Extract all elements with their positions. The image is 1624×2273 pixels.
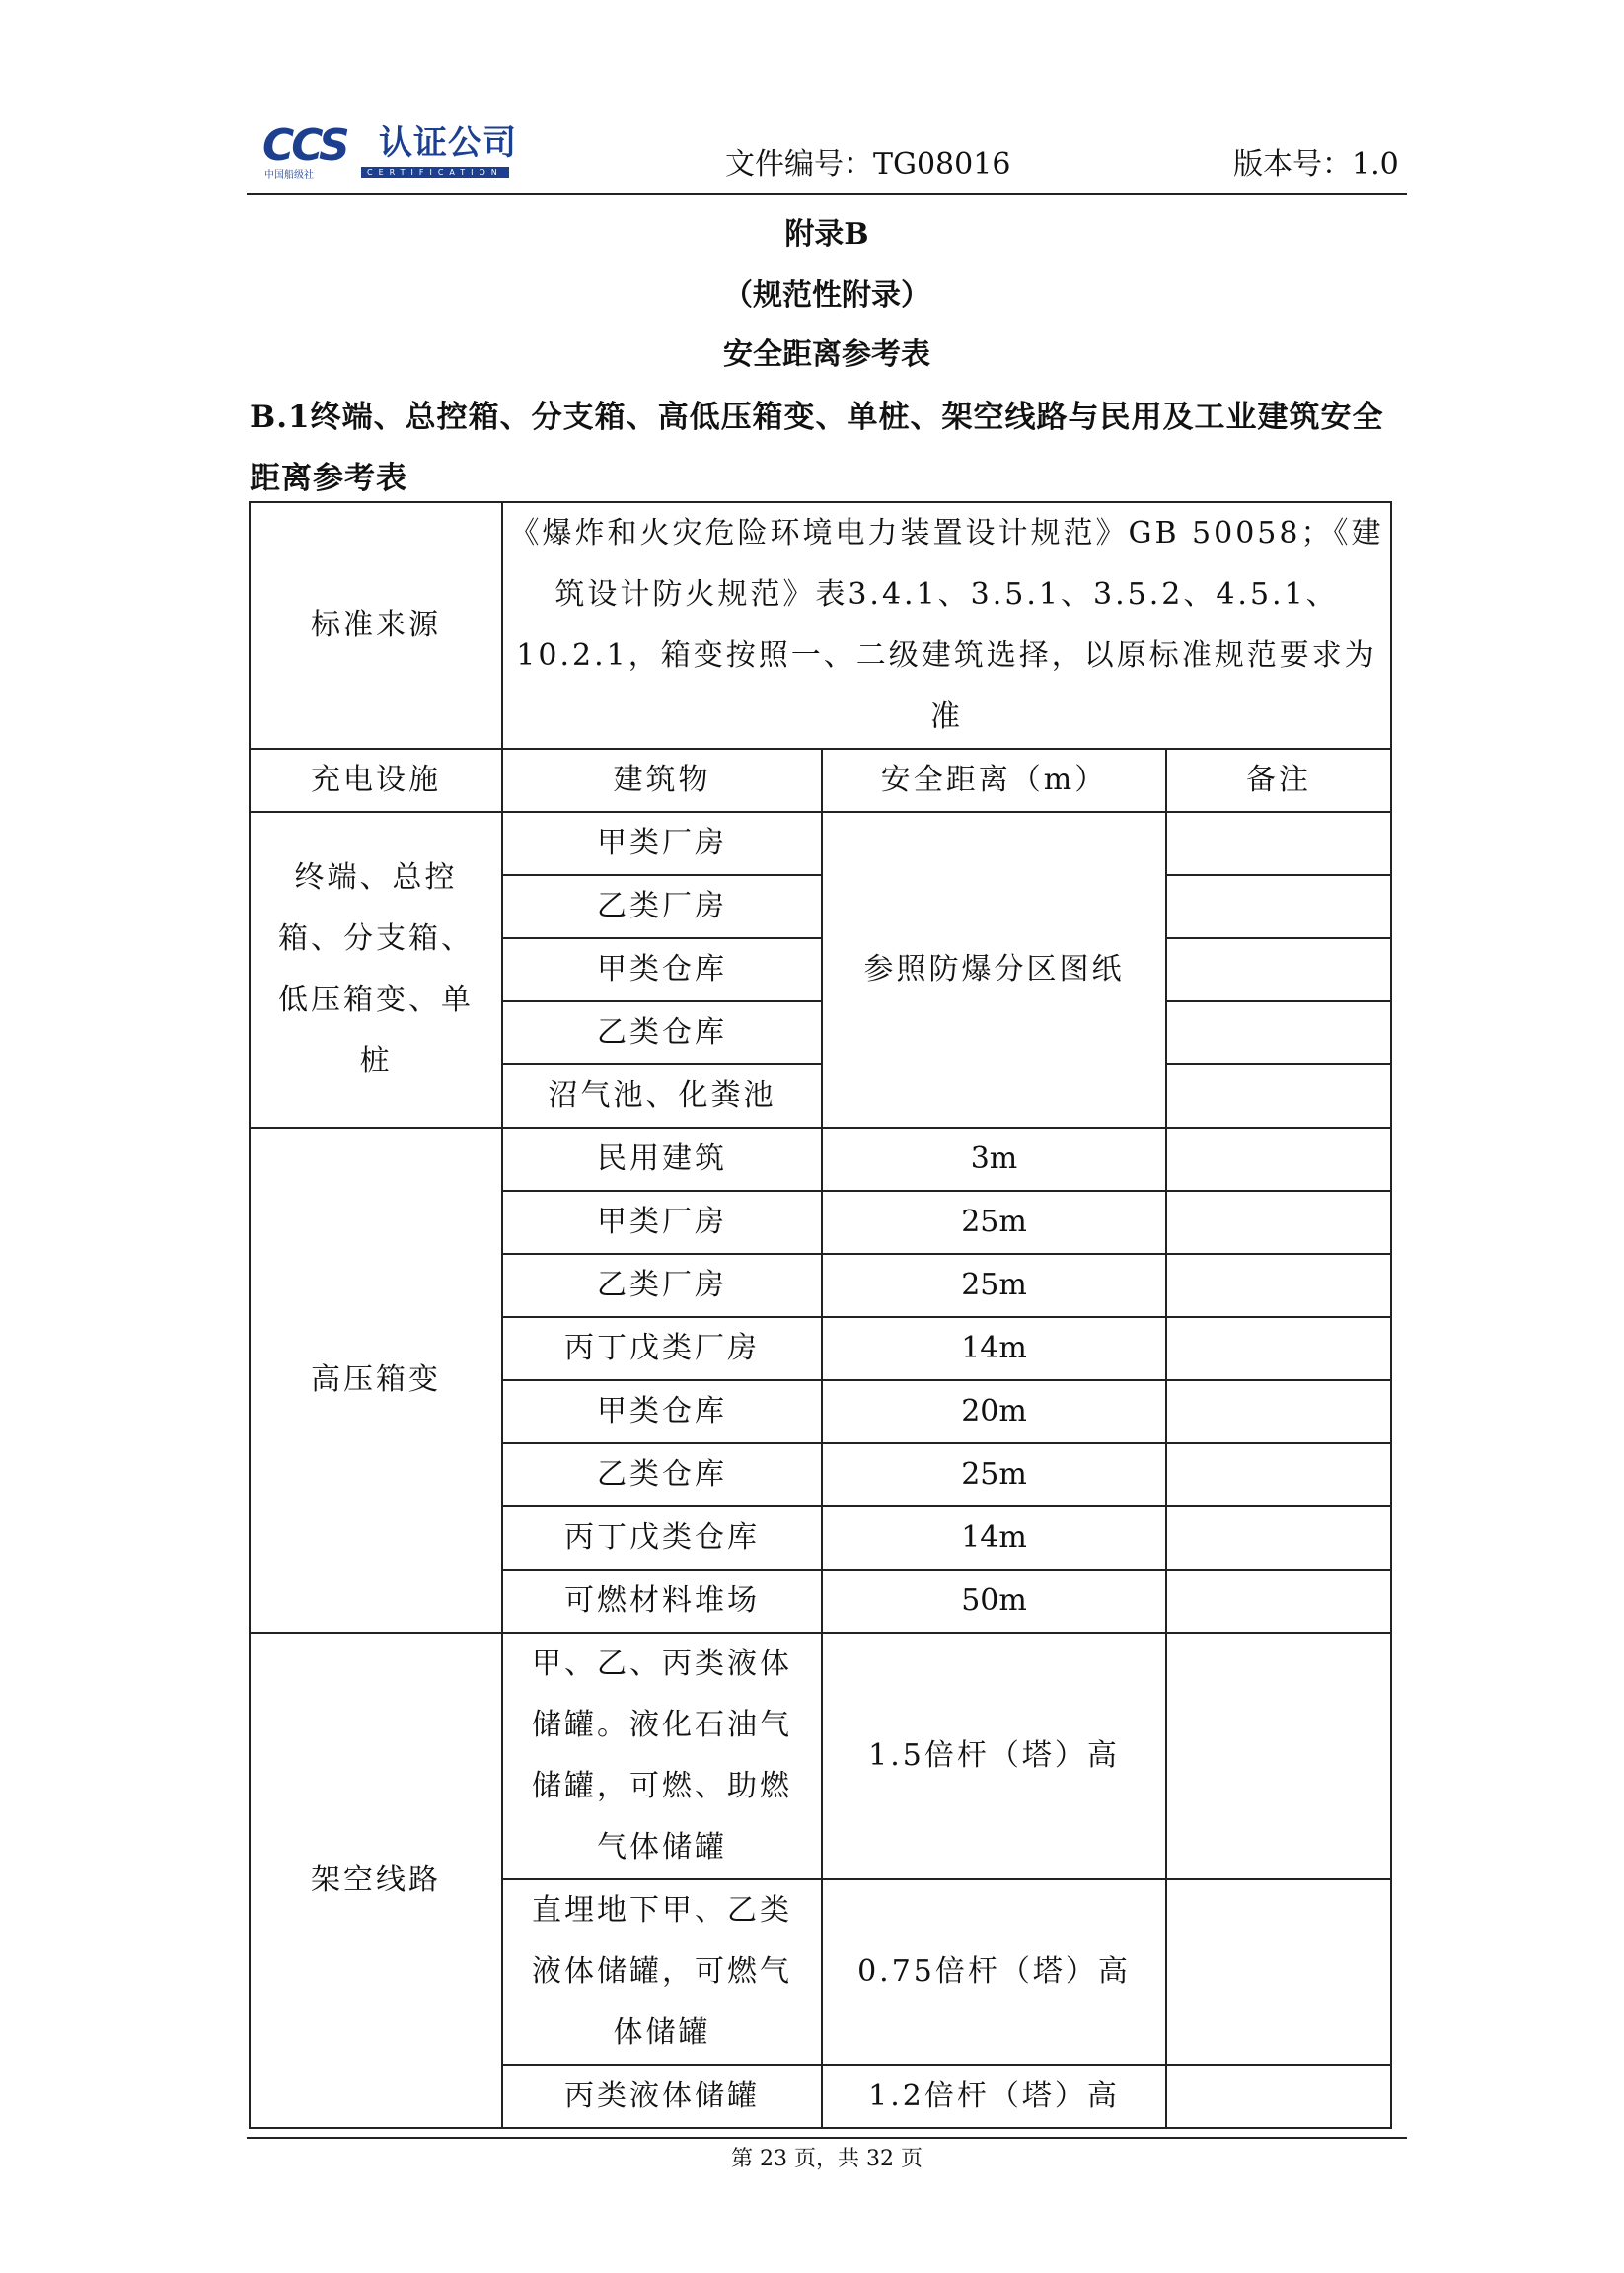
table-title: 安全距离参考表 <box>723 337 930 372</box>
building-cell: 丙类液体储罐 <box>502 2065 822 2128</box>
remark-cell <box>1166 1506 1391 1570</box>
header-distance: 安全距离（m） <box>822 749 1166 812</box>
document-number: 文件编号：TG08016 <box>725 147 1011 182</box>
logo-subtitle-en: CERTIFICATION <box>361 167 509 178</box>
facility-cell <box>250 812 502 1128</box>
building-cell: 乙类仓库 <box>502 1001 822 1064</box>
version-number: 版本号：1.0 <box>1233 147 1399 182</box>
remark-cell <box>1166 1191 1391 1254</box>
distance-cell: 1.5倍杆（塔）高 <box>822 1633 1166 1879</box>
header-building: 建筑物 <box>502 749 822 812</box>
table-row <box>250 812 1391 875</box>
distance-cell: 3m <box>822 1128 1166 1191</box>
building-cell: 甲类仓库 <box>502 938 822 1001</box>
ccs-certification-logo <box>262 120 539 181</box>
header-facility: 充电设施 <box>250 749 502 812</box>
table-row <box>250 502 1391 749</box>
remark-cell <box>1166 1570 1391 1633</box>
remark-cell <box>1166 1128 1391 1191</box>
safety-distance-table <box>249 501 1392 2129</box>
building-cell: 民用建筑 <box>502 1128 822 1191</box>
remark-cell <box>1166 1317 1391 1380</box>
remark-cell <box>1166 1879 1391 2065</box>
header-remark: 备注 <box>1166 749 1391 812</box>
building-cell: 丙丁戊类仓库 <box>502 1506 822 1570</box>
building-text: 直埋地下甲、乙类液体储罐，可燃气体储罐 <box>532 1893 792 2050</box>
building-text: 甲、乙、丙类液体储罐。液化石油气储罐，可燃、助燃气体储罐 <box>532 1647 792 1865</box>
section-heading: B.1终端、总控箱、分支箱、高低压箱变、单桩、架空线路与民用及工业建筑安全距离参考表 <box>250 400 1384 496</box>
building-cell: 乙类厂房 <box>502 1254 822 1317</box>
building-cell: 甲类厂房 <box>502 1191 822 1254</box>
remark-cell <box>1166 1443 1391 1506</box>
footer-divider <box>247 2137 1407 2139</box>
logo-company-name: 认证公司 <box>379 123 517 163</box>
building-cell: 乙类厂房 <box>502 875 822 938</box>
source-label: 标准来源 <box>250 502 502 749</box>
distance-cell: 25m <box>822 1191 1166 1254</box>
building-cell: 沼气池、化粪池 <box>502 1064 822 1128</box>
source-text: 《爆炸和火灾危险环境电力装置设计规范》GB 50058；《建筑设计防火规范》表3.4.1、3.5.1、3.5.2、4.5.1、10.2.1，箱变按照一、二级建筑选择，以原标准规范要求为准 <box>502 502 1391 749</box>
remark-cell <box>1166 1001 1391 1064</box>
distance-cell: 参照防爆分区图纸 <box>822 812 1166 1128</box>
facility-cell: 架空线路 <box>250 1633 502 2128</box>
logo-subtitle-cn: 中国船级社 <box>264 170 314 181</box>
header-divider <box>247 193 1407 195</box>
distance-cell: 0.75倍杆（塔）高 <box>822 1879 1166 2065</box>
remark-cell <box>1166 875 1391 938</box>
distance-cell: 14m <box>822 1317 1166 1380</box>
table-header-row <box>250 749 1391 812</box>
remark-cell <box>1166 1633 1391 1879</box>
facility-cell: 高压箱变 <box>250 1128 502 1633</box>
distance-cell: 1.2倍杆（塔）高 <box>822 2065 1166 2128</box>
distance-cell: 25m <box>822 1443 1166 1506</box>
facility-text: 终端、总控箱、分支箱、低压箱变、单桩 <box>278 860 474 1078</box>
building-cell <box>502 1633 822 1879</box>
distance-cell: 25m <box>822 1254 1166 1317</box>
building-cell: 可燃材料堆场 <box>502 1570 822 1633</box>
remark-cell <box>1166 1254 1391 1317</box>
distance-cell: 14m <box>822 1506 1166 1570</box>
logo-ccs-text: CCS <box>262 120 347 171</box>
table-row <box>250 1128 1391 1191</box>
distance-cell: 20m <box>822 1380 1166 1443</box>
building-cell: 乙类仓库 <box>502 1443 822 1506</box>
remark-cell <box>1166 1380 1391 1443</box>
page-number: 第 23 页，共 32 页 <box>731 2147 923 2171</box>
remark-cell <box>1166 1064 1391 1128</box>
remark-cell <box>1166 812 1391 875</box>
building-cell: 甲类仓库 <box>502 1380 822 1443</box>
distance-cell: 50m <box>822 1570 1166 1633</box>
normative-label: （规范性附录） <box>723 278 930 313</box>
building-cell <box>502 1879 822 2065</box>
building-cell: 丙丁戊类厂房 <box>502 1317 822 1380</box>
appendix-title: 附录B <box>784 217 869 252</box>
remark-cell <box>1166 938 1391 1001</box>
remark-cell <box>1166 2065 1391 2128</box>
building-cell: 甲类厂房 <box>502 812 822 875</box>
table-row <box>250 1633 1391 1879</box>
